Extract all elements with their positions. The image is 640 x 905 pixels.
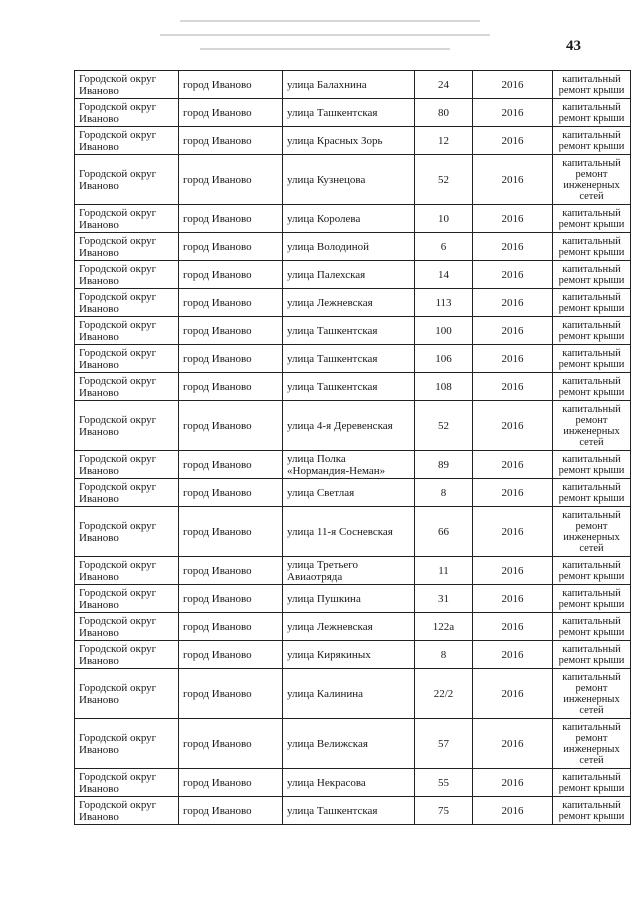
city-cell: город Иваново	[179, 71, 283, 99]
work-type-cell: капитальный ремонт крыши	[553, 479, 631, 507]
work-type-cell: капитальный ремонт крыши	[553, 769, 631, 797]
city-cell: город Иваново	[179, 261, 283, 289]
city-cell: город Иваново	[179, 641, 283, 669]
house-number-cell: 52	[415, 401, 473, 451]
house-number-cell: 8	[415, 479, 473, 507]
year-cell: 2016	[473, 345, 553, 373]
house-number-cell: 8	[415, 641, 473, 669]
house-number-cell: 89	[415, 451, 473, 479]
street-cell: улица Калинина	[283, 669, 415, 719]
year-cell: 2016	[473, 585, 553, 613]
year-cell: 2016	[473, 99, 553, 127]
house-number-cell: 52	[415, 155, 473, 205]
house-number-cell: 66	[415, 507, 473, 557]
city-cell: город Иваново	[179, 205, 283, 233]
city-cell: город Иваново	[179, 719, 283, 769]
table-row	[75, 401, 631, 451]
city-cell: город Иваново	[179, 127, 283, 155]
house-number-cell: 106	[415, 345, 473, 373]
district-cell: Городской округ Иваново	[75, 289, 179, 317]
city-cell: город Иваново	[179, 451, 283, 479]
house-number-cell: 55	[415, 769, 473, 797]
table-row	[75, 261, 631, 289]
district-cell: Городской округ Иваново	[75, 345, 179, 373]
work-type-cell: капитальный ремонт крыши	[553, 317, 631, 345]
house-number-cell: 10	[415, 205, 473, 233]
table-row	[75, 669, 631, 719]
year-cell: 2016	[473, 317, 553, 345]
table-row	[75, 127, 631, 155]
house-number-cell: 75	[415, 797, 473, 825]
table-row	[75, 345, 631, 373]
work-type-cell: капитальный ремонт крыши	[553, 557, 631, 585]
district-cell: Городской округ Иваново	[75, 205, 179, 233]
city-cell: город Иваново	[179, 613, 283, 641]
work-type-cell: капитальный ремонт крыши	[553, 373, 631, 401]
district-cell: Городской округ Иваново	[75, 641, 179, 669]
table-row	[75, 557, 631, 585]
year-cell: 2016	[473, 233, 553, 261]
table-row	[75, 205, 631, 233]
year-cell: 2016	[473, 613, 553, 641]
work-type-cell: капитальный ремонт крыши	[553, 613, 631, 641]
house-number-cell: 113	[415, 289, 473, 317]
work-type-cell: капитальный ремонт крыши	[553, 289, 631, 317]
street-cell: улица Светлая	[283, 479, 415, 507]
district-cell: Городской округ Иваново	[75, 127, 179, 155]
house-number-cell: 108	[415, 373, 473, 401]
house-number-cell: 100	[415, 317, 473, 345]
street-cell: улица Ташкентская	[283, 345, 415, 373]
work-type-cell: капитальный ремонт крыши	[553, 233, 631, 261]
table-row	[75, 317, 631, 345]
street-cell: улица 11-я Сосневская	[283, 507, 415, 557]
table-row	[75, 641, 631, 669]
page-number: 43	[566, 38, 581, 54]
district-cell: Городской округ Иваново	[75, 557, 179, 585]
year-cell: 2016	[473, 261, 553, 289]
district-cell: Городской округ Иваново	[75, 769, 179, 797]
table-row	[75, 289, 631, 317]
table-row	[75, 507, 631, 557]
work-type-cell: капитальный ремонт инженерных сетей	[553, 719, 631, 769]
table-row	[75, 451, 631, 479]
year-cell: 2016	[473, 507, 553, 557]
street-cell: улица Ташкентская	[283, 99, 415, 127]
district-cell: Городской округ Иваново	[75, 401, 179, 451]
year-cell: 2016	[473, 401, 553, 451]
city-cell: город Иваново	[179, 233, 283, 261]
city-cell: город Иваново	[179, 317, 283, 345]
street-cell: улица Ташкентская	[283, 317, 415, 345]
table-row	[75, 155, 631, 205]
work-type-cell: капитальный ремонт крыши	[553, 127, 631, 155]
street-cell: улица Красных Зорь	[283, 127, 415, 155]
city-cell: город Иваново	[179, 289, 283, 317]
district-cell: Городской округ Иваново	[75, 585, 179, 613]
work-type-cell: капитальный ремонт крыши	[553, 205, 631, 233]
street-cell: улица Кирякиных	[283, 641, 415, 669]
street-cell: улица Некрасова	[283, 769, 415, 797]
city-cell: город Иваново	[179, 155, 283, 205]
scan-noise	[180, 20, 480, 22]
street-cell: улица Королева	[283, 205, 415, 233]
street-cell: улица Кузнецова	[283, 155, 415, 205]
table-row	[75, 613, 631, 641]
registry-table	[74, 70, 631, 825]
work-type-cell: капитальный ремонт крыши	[553, 99, 631, 127]
house-number-cell: 12	[415, 127, 473, 155]
year-cell: 2016	[473, 479, 553, 507]
year-cell: 2016	[473, 769, 553, 797]
house-number-cell: 6	[415, 233, 473, 261]
year-cell: 2016	[473, 205, 553, 233]
district-cell: Городской округ Иваново	[75, 669, 179, 719]
year-cell: 2016	[473, 797, 553, 825]
year-cell: 2016	[473, 641, 553, 669]
district-cell: Городской округ Иваново	[75, 233, 179, 261]
table-row	[75, 769, 631, 797]
street-cell: улица Балахнина	[283, 71, 415, 99]
street-cell: улица Ташкентская	[283, 373, 415, 401]
table-row	[75, 71, 631, 99]
year-cell: 2016	[473, 373, 553, 401]
year-cell: 2016	[473, 669, 553, 719]
district-cell: Городской округ Иваново	[75, 261, 179, 289]
house-number-cell: 11	[415, 557, 473, 585]
district-cell: Городской округ Иваново	[75, 479, 179, 507]
street-cell: улица Третьего Авиаотряда	[283, 557, 415, 585]
district-cell: Городской округ Иваново	[75, 373, 179, 401]
work-type-cell: капитальный ремонт крыши	[553, 71, 631, 99]
year-cell: 2016	[473, 451, 553, 479]
city-cell: город Иваново	[179, 479, 283, 507]
work-type-cell: капитальный ремонт крыши	[553, 261, 631, 289]
house-number-cell: 80	[415, 99, 473, 127]
city-cell: город Иваново	[179, 557, 283, 585]
year-cell: 2016	[473, 719, 553, 769]
district-cell: Городской округ Иваново	[75, 797, 179, 825]
work-type-cell: капитальный ремонт инженерных сетей	[553, 155, 631, 205]
work-type-cell: капитальный ремонт крыши	[553, 345, 631, 373]
house-number-cell: 57	[415, 719, 473, 769]
district-cell: Городской округ Иваново	[75, 317, 179, 345]
table-row	[75, 479, 631, 507]
district-cell: Городской округ Иваново	[75, 451, 179, 479]
city-cell: город Иваново	[179, 585, 283, 613]
work-type-cell: капитальный ремонт крыши	[553, 797, 631, 825]
city-cell: город Иваново	[179, 669, 283, 719]
scan-noise	[200, 48, 450, 50]
city-cell: город Иваново	[179, 99, 283, 127]
street-cell: улица Лежневская	[283, 289, 415, 317]
city-cell: город Иваново	[179, 769, 283, 797]
work-type-cell: капитальный ремонт крыши	[553, 451, 631, 479]
street-cell: улица 4-я Деревенская	[283, 401, 415, 451]
city-cell: город Иваново	[179, 797, 283, 825]
city-cell: город Иваново	[179, 373, 283, 401]
district-cell: Городской округ Иваново	[75, 507, 179, 557]
work-type-cell: капитальный ремонт крыши	[553, 641, 631, 669]
work-type-cell: капитальный ремонт инженерных сетей	[553, 507, 631, 557]
table-row	[75, 233, 631, 261]
year-cell: 2016	[473, 155, 553, 205]
street-cell: улица Велижская	[283, 719, 415, 769]
city-cell: город Иваново	[179, 401, 283, 451]
city-cell: город Иваново	[179, 507, 283, 557]
work-type-cell: капитальный ремонт инженерных сетей	[553, 401, 631, 451]
year-cell: 2016	[473, 289, 553, 317]
district-cell: Городской округ Иваново	[75, 71, 179, 99]
year-cell: 2016	[473, 127, 553, 155]
district-cell: Городской округ Иваново	[75, 99, 179, 127]
work-type-cell: капитальный ремонт инженерных сетей	[553, 669, 631, 719]
street-cell: улица Ташкентская	[283, 797, 415, 825]
table-row	[75, 719, 631, 769]
year-cell: 2016	[473, 557, 553, 585]
house-number-cell: 31	[415, 585, 473, 613]
house-number-cell: 24	[415, 71, 473, 99]
street-cell: улица Палехская	[283, 261, 415, 289]
house-number-cell: 14	[415, 261, 473, 289]
street-cell: улица Володиной	[283, 233, 415, 261]
city-cell: город Иваново	[179, 345, 283, 373]
registry-table-body	[75, 71, 631, 825]
year-cell: 2016	[473, 71, 553, 99]
street-cell: улица Лежневская	[283, 613, 415, 641]
district-cell: Городской округ Иваново	[75, 155, 179, 205]
table-row	[75, 797, 631, 825]
table-row	[75, 99, 631, 127]
table-row	[75, 585, 631, 613]
table-row	[75, 373, 631, 401]
work-type-cell: капитальный ремонт крыши	[553, 585, 631, 613]
scan-noise	[160, 34, 490, 36]
district-cell: Городской округ Иваново	[75, 613, 179, 641]
street-cell: улица Полка «Нормандия-Неман»	[283, 451, 415, 479]
house-number-cell: 22/2	[415, 669, 473, 719]
district-cell: Городской округ Иваново	[75, 719, 179, 769]
street-cell: улица Пушкина	[283, 585, 415, 613]
house-number-cell: 122а	[415, 613, 473, 641]
